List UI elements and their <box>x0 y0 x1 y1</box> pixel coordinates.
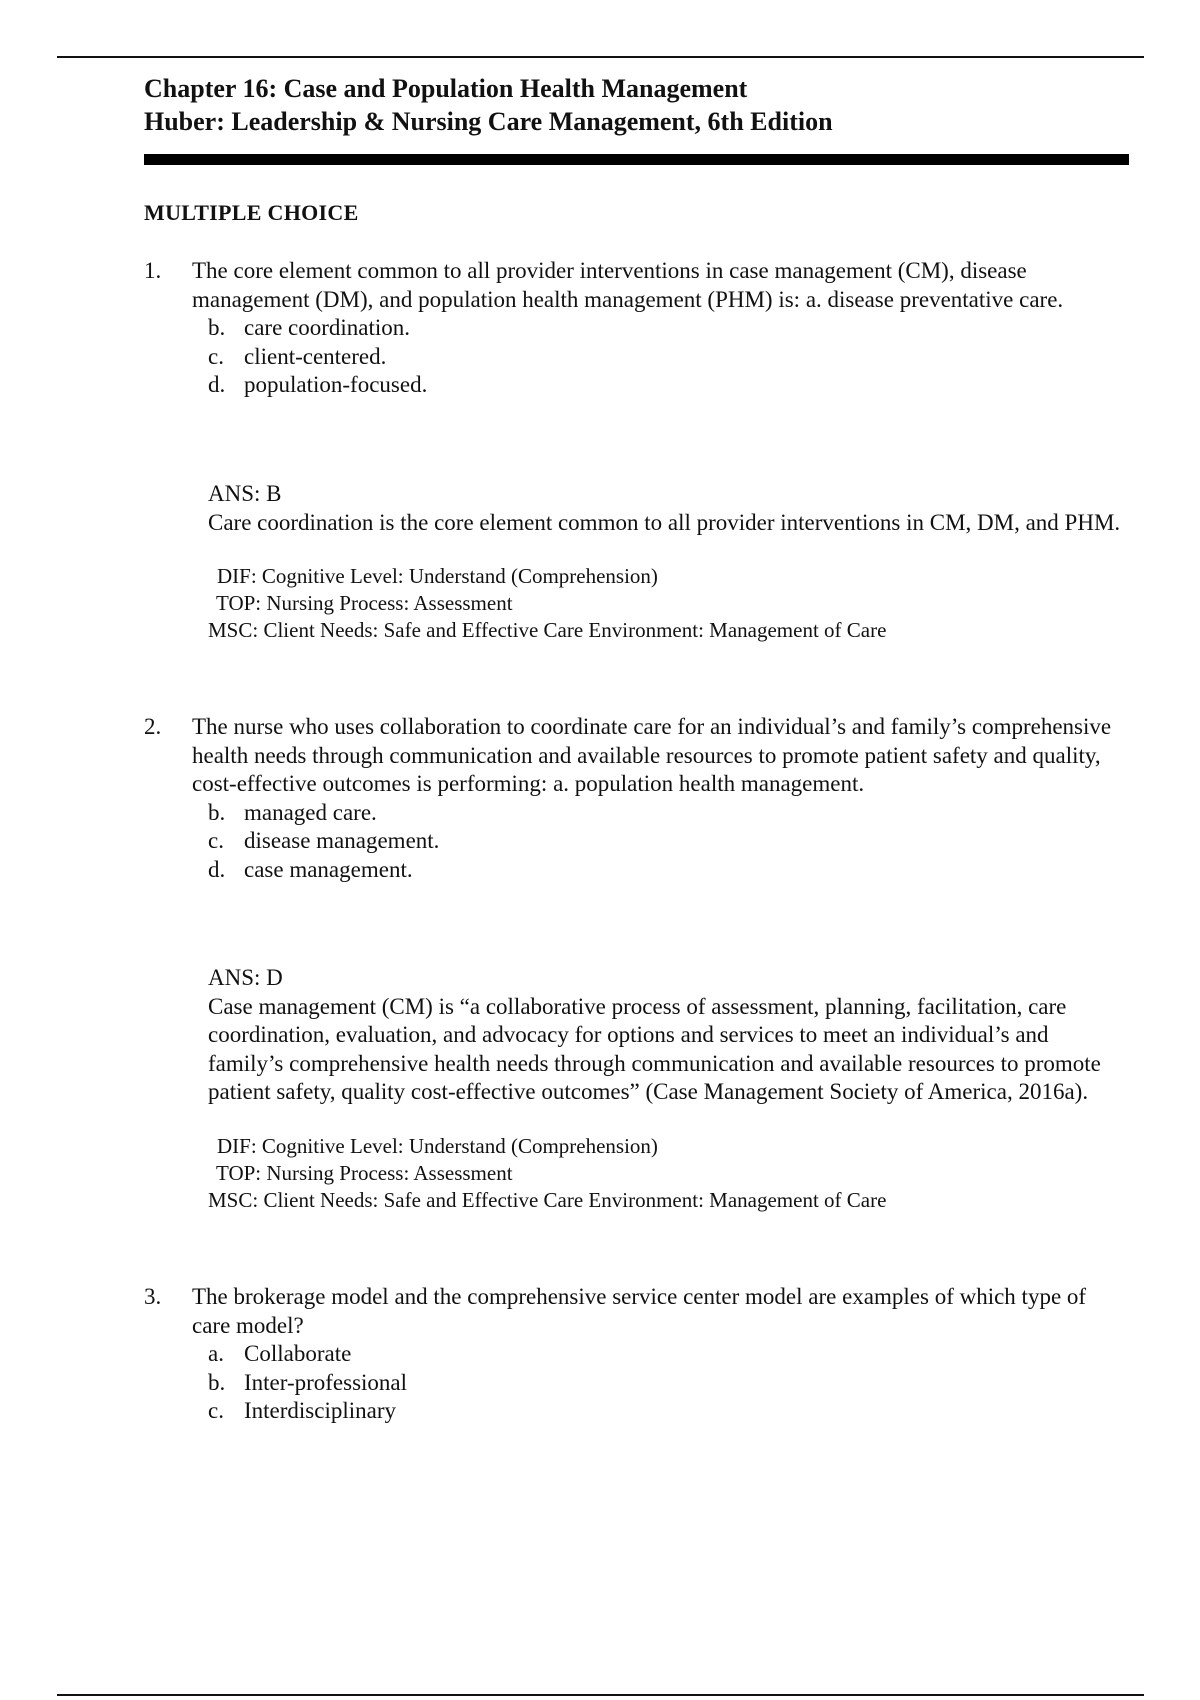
option-letter: b. <box>208 1369 226 1395</box>
answer-key: ANS: D <box>208 965 283 990</box>
option-text: population-focused. <box>244 372 428 397</box>
answer-block-2 <box>208 964 1128 1214</box>
option-list <box>208 314 1129 400</box>
document-header <box>144 72 833 138</box>
option-letter: c. <box>208 343 224 369</box>
question-number: 3. <box>144 1284 162 1309</box>
question-1 <box>144 257 1129 400</box>
option-letter: b. <box>208 799 226 825</box>
difficulty: DIF: Cognitive Level: Understand (Comprehension) <box>217 564 658 588</box>
option-text: Collaborate <box>244 1341 352 1366</box>
question-stem: The brokerage model and the comprehensive service center model are examples of which type of care model? <box>192 1284 1087 1338</box>
top-rule <box>57 56 1144 58</box>
option-text: managed care. <box>244 799 377 825</box>
bottom-rule <box>57 1694 1144 1696</box>
chapter-title: Chapter 16: Case and Population Health Management <box>144 74 748 103</box>
option-text: care coordination. <box>244 315 411 340</box>
option-list <box>208 799 1129 885</box>
question-number: 1. <box>144 258 162 283</box>
header-divider <box>144 154 1129 165</box>
option-text: disease management. <box>244 828 440 853</box>
question-metadata <box>208 563 1128 644</box>
question-number: 2. <box>144 714 162 739</box>
option-letter: d. <box>208 856 226 882</box>
question-stem: The core element common to all provider interventions in case management (CM), disease management (DM), and population health management (PHM) is: a. disease preventative care. <box>192 258 1064 312</box>
rationale: Care coordination is the core element common to all provider interventions in CM, DM, and PHM. <box>208 509 1121 535</box>
option-letter: d. <box>208 372 226 397</box>
option-c <box>208 827 1129 856</box>
option-letter: a. <box>208 1341 224 1366</box>
option-text: Interdisciplinary <box>244 1398 397 1423</box>
option-b <box>208 799 1129 828</box>
answer-key: ANS: B <box>208 481 282 506</box>
topic: TOP: Nursing Process: Assessment <box>216 1160 513 1185</box>
difficulty: DIF: Cognitive Level: Understand (Comprehension) <box>217 1133 658 1158</box>
answer-block-1 <box>208 480 1128 644</box>
question-2 <box>144 713 1129 884</box>
option-b <box>208 1369 1129 1398</box>
book-title: Huber: Leadership & Nursing Care Management, 6th Edition <box>144 107 833 136</box>
option-letter: b. <box>208 315 226 340</box>
option-list <box>208 1340 1129 1426</box>
option-c <box>208 1397 1129 1426</box>
option-a <box>208 1340 1129 1369</box>
option-text: Inter-professional <box>244 1369 408 1395</box>
option-d <box>208 856 1129 885</box>
option-text: case management. <box>244 856 413 882</box>
client-needs: MSC: Client Needs: Safe and Effective Care Environment: Management of Care <box>208 1187 887 1212</box>
option-letter: c. <box>208 1398 224 1423</box>
rationale: Case management (CM) is “a collaborative process of assessment, planning, facilitation, care coordination, evaluation, and advocacy for options and services to meet an individual’s and family’s comprehensive health needs through communication and available resources to promote patient safety, quality cost-effective outcomes” (Case Management Society of America, 2016a). <box>208 993 1101 1104</box>
option-letter: c. <box>208 828 224 853</box>
question-metadata <box>208 1133 1128 1214</box>
option-d <box>208 371 1129 400</box>
question-stem: The nurse who uses collaboration to coordinate care for an individual’s and family’s comprehensive health needs through communication and available resources to promote patient safety and quality, cost-effective outcomes is performing: a. population health management. <box>192 714 1112 796</box>
option-text: client-centered. <box>244 343 387 369</box>
topic: TOP: Nursing Process: Assessment <box>216 591 513 615</box>
option-c <box>208 343 1129 372</box>
section-heading: MULTIPLE CHOICE <box>144 200 359 225</box>
question-3 <box>144 1283 1129 1426</box>
client-needs: MSC: Client Needs: Safe and Effective Care Environment: Management of Care <box>208 618 887 642</box>
option-b <box>208 314 1129 343</box>
